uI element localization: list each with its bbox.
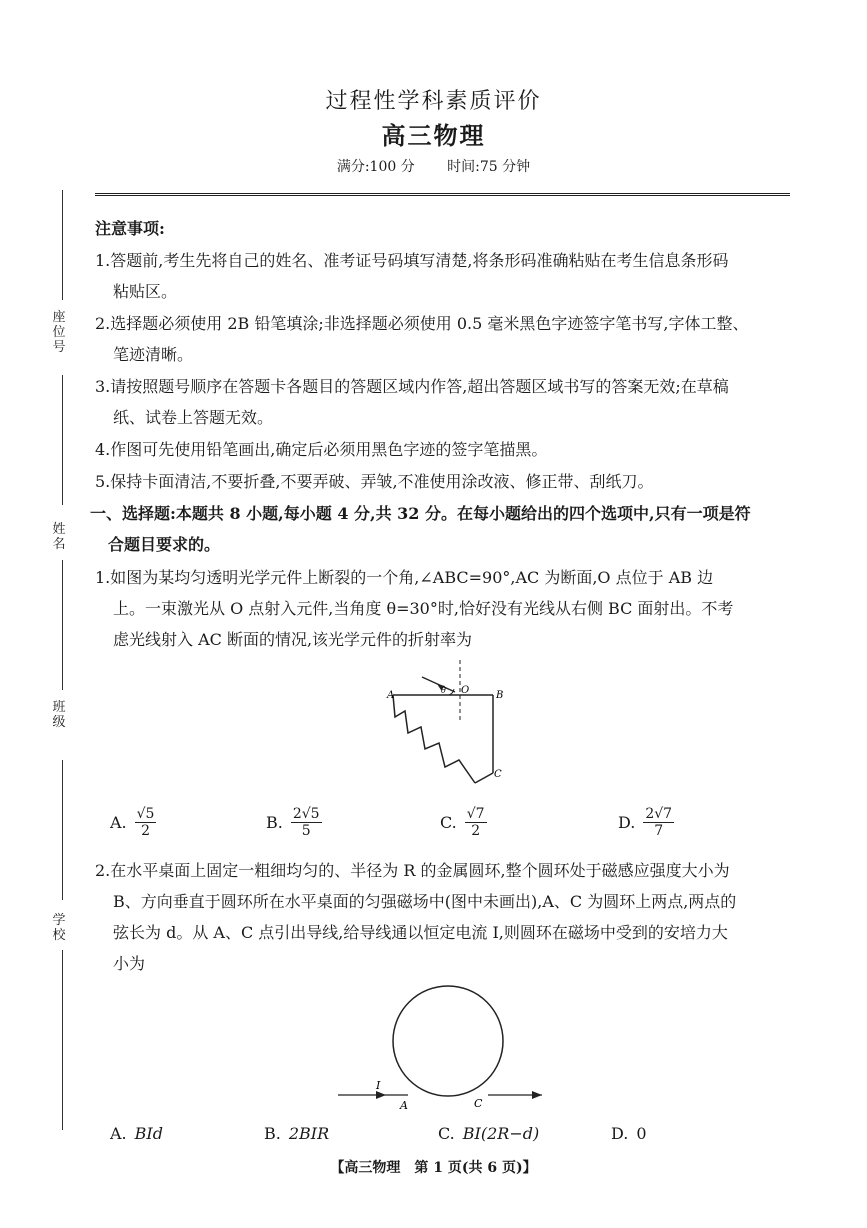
label-theta: θ <box>441 686 446 695</box>
binding-line <box>62 760 63 900</box>
notes-heading: 注意事项: <box>95 219 165 238</box>
q1-option-a[interactable]: A. $\frac{√5}{2}$ <box>110 806 155 839</box>
note-item: 4.作图可先使用铅笔画出,确定后必须用黑色字迹的签字笔描黑。 <box>95 440 548 459</box>
prism-figure <box>375 655 515 795</box>
note-item: 1.答题前,考生先将自己的姓名、准考证号码填写清楚,将条形码准确粘贴在考生信息条形码 粘贴区。 <box>95 251 729 301</box>
exam-title: 过程性学科素质评价 <box>325 89 542 114</box>
ring-figure <box>330 985 550 1115</box>
binding-line <box>62 950 63 1130</box>
exam-subject: 高三物理 <box>381 121 486 150</box>
q1-option-c[interactable]: C. $\frac{√7}{2}$ <box>440 806 485 839</box>
label-C: C <box>474 1097 483 1110</box>
q2-option-d[interactable]: D. 0 <box>611 1124 647 1143</box>
label-A: A <box>387 690 395 701</box>
note-item: 2.选择题必须使用 2B 铅笔填涂;非选择题必须使用 0.5 毫米黑色字迹签字笔书写,字体工整、 笔迹清晰。 <box>95 314 749 364</box>
binding-line <box>62 560 63 690</box>
note-item: 3.请按照题号顺序在答题卡各题目的答题区域内作答,超出答题区域书写的答案无效;在草稿 纸、试卷上答题无效。 <box>95 377 729 427</box>
q2-option-b[interactable]: B. 2BIR <box>264 1124 330 1143</box>
label-B: B <box>496 690 504 701</box>
q1-option-b[interactable]: B. $\frac{2√5}{5}$ <box>266 806 320 839</box>
q2-option-c[interactable]: C. BI(2R−d) <box>438 1124 540 1143</box>
school-label: 学校 <box>52 913 66 943</box>
section-heading: 一、选择题:本题共 8 小题,每小题 4 分,共 32 分。在每小题给出的四个选项中,只有一项是符 合题目要求的。 <box>90 504 751 554</box>
note-item: 5.保持卡面清洁,不要折叠,不要弄破、弄皱,不准使用涂改液、修正带、刮纸刀。 <box>95 472 654 491</box>
binding-line <box>62 190 63 300</box>
label-O: O <box>461 685 470 696</box>
header-rule <box>95 193 790 196</box>
label-I: I <box>376 1079 381 1092</box>
name-label: 姓名 <box>52 522 66 552</box>
label-C: C <box>494 769 502 780</box>
exam-meta <box>0 156 867 176</box>
binding-line <box>62 375 63 505</box>
label-A: A <box>400 1099 408 1112</box>
q1-option-d[interactable]: D. $\frac{2√7}{7}$ <box>618 806 673 839</box>
class-label: 班级 <box>52 700 66 730</box>
question-1: 1.如图为某均匀透明光学元件上断裂的一个角,∠ABC=90°,AC 为断面,O 点位于 AB 边 上。一束激光从 O 点射入元件,当角度 θ=30°时,恰好没有光线从右侧 BC 面射出。不考 虑光线射入 AC 断面的情况,该光学元件的折射率为 <box>95 568 734 649</box>
question-2: 2.在水平桌面上固定一粗细均匀的、半径为 R 的金属圆环,整个圆环处于磁感应强度大小为 B、方向垂直于圆环所在水平桌面的匀强磁场中(图中未画出),A、C 为圆环上两点,两点的 弦长为 d。从 A、C 点引出导线,给导线通以恒定电流 I,则圆环在磁场中受到的安培力大 小为 <box>95 861 737 973</box>
seat-label: 座位号 <box>52 310 66 355</box>
q2-option-a[interactable]: A. BId <box>110 1124 163 1143</box>
page-footer: 【高三物理 第 1 页(共 6 页)】 <box>330 1160 537 1176</box>
full-score: 满分:100 分 <box>336 159 415 175</box>
time-limit: 时间:75 分钟 <box>447 159 531 175</box>
